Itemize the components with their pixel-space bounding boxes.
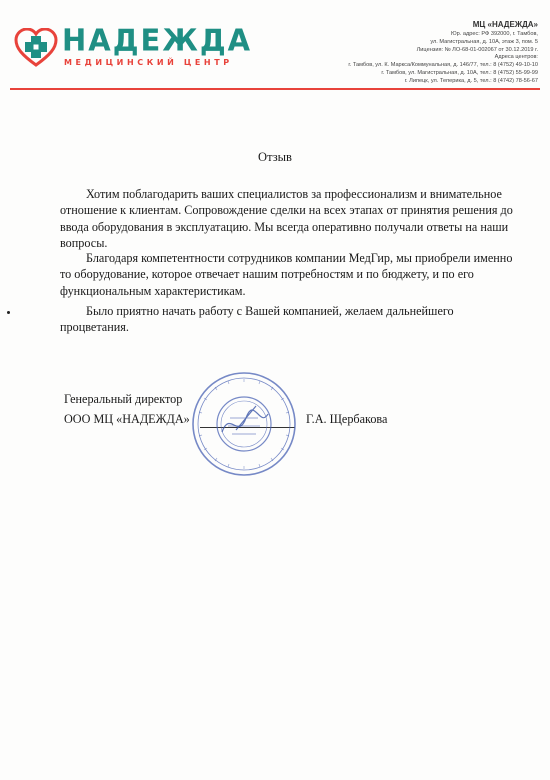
org-name: МЦ «НАДЕЖДА» [472, 20, 538, 29]
contact-line: ул. Магистральная, д. 10А, этаж 3, пом. 5 [430, 38, 538, 45]
signatory-company: ООО МЦ «НАДЕЖДА» [64, 412, 190, 426]
signatory-position: Генеральный директор [64, 392, 183, 406]
contact-line: Юр. адрес: РФ 392000, г. Тамбов, [451, 31, 538, 37]
brand-name: НАДЕЖДА [62, 22, 253, 58]
letter-paragraph: Было приятно начать работу с Вашей компанией, желаем дальнейшего процветания. [60, 304, 454, 335]
signatory-name: Г.А. Щербакова [306, 412, 388, 426]
brand-subtitle: МЕДИЦИНСКИЙ ЦЕНТР [64, 58, 233, 67]
contact-line: г. Тамбов, ул. К. Маркса/Коммунальная, д. 146/77, тел.: 8 (4752) 49-10-10 [348, 62, 538, 69]
contact-line: Адреса центров: [494, 54, 538, 61]
medical-cross-heart-logo-icon [14, 28, 58, 68]
contact-line: г. Тамбов, ул. Магистральная, д. 10А, тел.: 8 (4752) 55-99-99 [381, 69, 538, 76]
letter-paragraph: Благодаря компетентности сотрудников компании МедГир, мы приобрели именно то оборудование, которое отвечает нашим потребностям и по бюджету, и по его функциональным характеристикам. [60, 251, 513, 298]
scan-speck [7, 311, 10, 314]
contact-line: г. Липецк, ул. Теперика, д. 5, тел.: 8 (4742) 78-56-67 [404, 77, 538, 84]
contact-line: Лицензия: № ЛО-68-01-002067 от 30.12.2019 г. [416, 46, 538, 53]
letterhead-divider [10, 88, 540, 90]
letterhead-contacts [248, 20, 538, 86]
company-seal-stamp [190, 370, 298, 478]
letter-paragraph: Хотим поблагодарить ваших специалистов за профессионализм и внимательное отношение к клиентам. Сопровождение сделки на всех этапах от принятия решения до ввода оборудования в эксплуатацию. Мы всегда оперативно получали ответы на наши вопросы. [60, 187, 513, 250]
letter-title: Отзыв [258, 150, 292, 164]
